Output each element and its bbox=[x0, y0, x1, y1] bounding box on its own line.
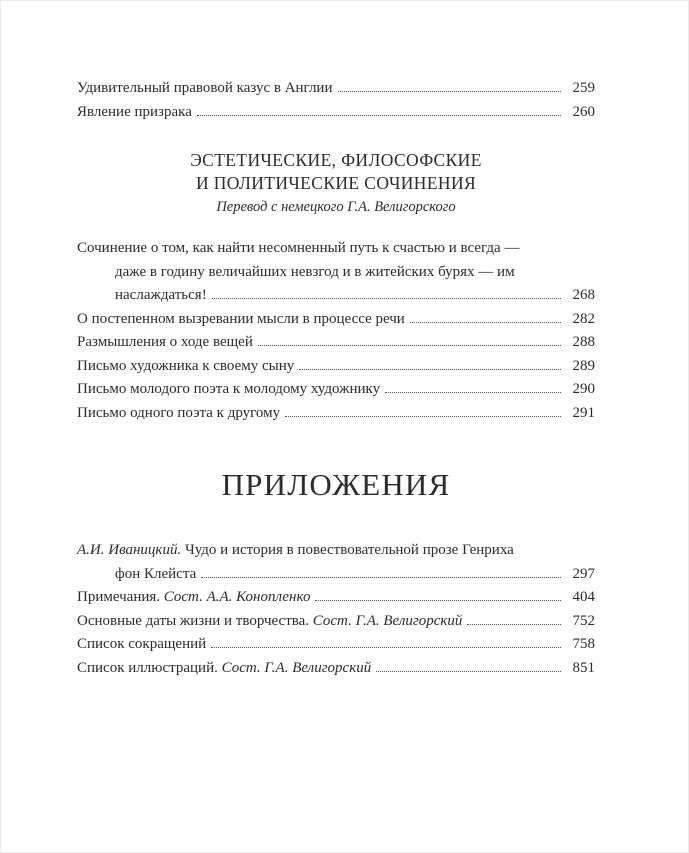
leader-dots bbox=[211, 647, 561, 648]
leader-dots bbox=[197, 115, 561, 116]
entry-title bbox=[77, 633, 206, 657]
entry-title bbox=[77, 610, 462, 634]
section-heading-line2: И ПОЛИТИЧЕСКИЕ СОЧИНЕНИЯ bbox=[195, 173, 477, 193]
spacer bbox=[77, 217, 595, 237]
leader-dots bbox=[376, 671, 561, 672]
entry-page-number: 290 bbox=[572, 381, 595, 397]
entry-title bbox=[77, 586, 310, 610]
entry-page-number: 268 bbox=[572, 287, 595, 303]
entry-title: Письмо одного поэта к другому bbox=[77, 404, 281, 421]
entry-title-text: Основные даты жизни и творчества. bbox=[77, 612, 313, 629]
entry-page-number: 752 bbox=[572, 612, 595, 629]
entry-title: Удивительный правовой казус в Англии bbox=[77, 80, 333, 96]
leader-dots bbox=[299, 369, 561, 370]
entry-line-2: даже в годину величайших невзгод и в житейских бурях — им bbox=[115, 263, 515, 280]
entry-page-number: 297 bbox=[572, 565, 595, 582]
entry-line-2 bbox=[77, 563, 595, 587]
entry-title: Чудо и история в повествовательной прозе Генриха bbox=[181, 542, 514, 558]
entry-title: О постепенном вызревании мысли в процессе речи bbox=[77, 310, 405, 327]
entry-title: фон Клейста bbox=[115, 565, 197, 582]
entry-compiler-italic: Сост. А.А. Конопленко bbox=[163, 589, 311, 605]
entry-line-3 bbox=[77, 284, 595, 308]
toc-entry bbox=[77, 610, 595, 634]
leader-dots bbox=[285, 416, 561, 417]
entry-page-number: 404 bbox=[572, 589, 595, 605]
entry-line-1 bbox=[77, 539, 595, 563]
toc-entry-multiline bbox=[77, 237, 595, 308]
section-heading-block bbox=[77, 149, 595, 217]
entry-title bbox=[77, 657, 371, 681]
entry-page-number: 259 bbox=[572, 80, 595, 96]
translator-note: Перевод с немецкого Г.А. Велигорского bbox=[216, 199, 456, 215]
entry-compiler-italic: Сост. Г.А. Велигорский bbox=[221, 659, 372, 676]
entry-page-number: 851 bbox=[572, 659, 595, 676]
toc-entry bbox=[77, 657, 595, 681]
entry-title: Явление призрака bbox=[77, 103, 192, 120]
toc-entry bbox=[77, 355, 595, 379]
leader-dots bbox=[385, 392, 561, 393]
toc-entry bbox=[77, 586, 595, 610]
leader-dots bbox=[212, 298, 561, 299]
toc-entry bbox=[77, 331, 595, 355]
toc-entry bbox=[77, 77, 595, 101]
leader-dots bbox=[338, 91, 562, 92]
entry-title: Письмо художника к своему сыну bbox=[77, 357, 295, 374]
entry-page-number: 289 bbox=[572, 357, 595, 374]
toc-entry bbox=[77, 402, 595, 426]
entry-title-text: Список иллюстраций. bbox=[77, 659, 222, 676]
leader-dots bbox=[315, 600, 561, 601]
entry-line-1: Сочинение о том, как найти несомненный путь к счастью и всегда — bbox=[77, 240, 520, 256]
entry-page-number: 282 bbox=[572, 310, 595, 327]
leader-dots bbox=[467, 624, 561, 625]
entry-page-number: 288 bbox=[572, 334, 595, 350]
entry-title-text: Примечания. bbox=[77, 589, 164, 605]
entry-page-number: 758 bbox=[572, 636, 595, 652]
toc-entry bbox=[77, 101, 595, 125]
toc-entry-multiline bbox=[77, 539, 595, 586]
toc-entry bbox=[77, 633, 595, 657]
entry-title: наслаждаться! bbox=[115, 287, 207, 303]
toc-entry bbox=[77, 378, 595, 402]
entry-author-italic: А.И. Иваницкий. bbox=[77, 542, 182, 558]
entry-title: Письмо молодого поэта к молодому художнику bbox=[77, 381, 381, 397]
entry-compiler-italic: Сост. Г.А. Велигорский bbox=[312, 612, 463, 629]
appendix-heading: ПРИЛОЖЕНИЯ bbox=[221, 467, 451, 502]
toc-entry bbox=[77, 308, 595, 332]
entry-page-number: 260 bbox=[572, 103, 595, 120]
entry-title-text: Список сокращений bbox=[77, 636, 207, 652]
leader-dots bbox=[258, 345, 561, 346]
leader-dots bbox=[201, 577, 561, 578]
entry-page-number: 291 bbox=[572, 404, 595, 421]
leader-dots bbox=[410, 322, 561, 323]
entry-title: Размышления о ходе вещей bbox=[77, 334, 253, 350]
section-heading-line1: ЭСТЕТИЧЕСКИЕ, ФИЛОСОФСКИЕ bbox=[190, 150, 482, 170]
